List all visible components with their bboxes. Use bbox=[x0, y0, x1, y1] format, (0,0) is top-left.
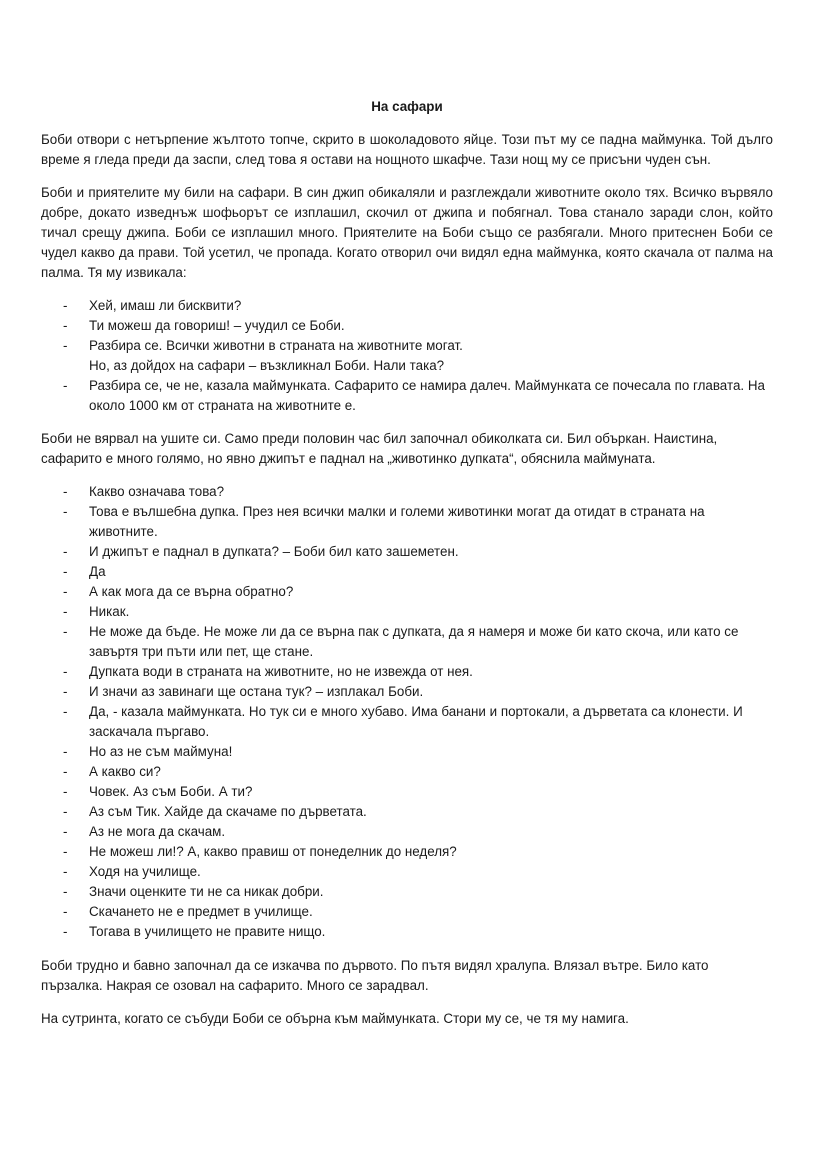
paragraph-confused: Боби не вярвал на ушите си. Само преди половин час бил започнал обиколката си. Бил объркан. Наистина, сафарито е много голямо, но явно джипът е паднал на „животинко дупката“, обяснила маймуната. bbox=[41, 431, 718, 466]
list-dash: - bbox=[63, 298, 68, 313]
dialog-text: Но, аз дойдох на сафари – възкликнал Боби. Нали така? bbox=[89, 358, 445, 373]
dialog-text: Не можеш ли!? А, какво правиш от понеделник до неделя? bbox=[89, 844, 457, 859]
list-dash: - bbox=[63, 684, 68, 699]
dialog-text: Да bbox=[89, 564, 106, 579]
dialog-line bbox=[41, 762, 773, 782]
dialog-text: Аз не мога да скачам. bbox=[89, 824, 226, 839]
dialog-text: Не може да бъде. Не може ли да се върна пак с дупката, да я намеря и може би като скоча, или като се завъртя три пъти или пет, ще стане. bbox=[89, 624, 739, 659]
list-dash: - bbox=[63, 764, 68, 779]
dialog-line bbox=[41, 902, 773, 922]
list-dash: - bbox=[63, 624, 68, 639]
dialog-text: Човек. Аз съм Боби. А ти? bbox=[89, 784, 253, 799]
dialog-line bbox=[41, 742, 773, 762]
list-dash: - bbox=[63, 864, 68, 879]
story-title: На сафари bbox=[371, 99, 443, 114]
dialog-line-continued bbox=[41, 356, 773, 376]
dialog-line bbox=[41, 562, 773, 582]
dialog-text: А как мога да се върна обратно? bbox=[89, 584, 294, 599]
document-body bbox=[41, 97, 773, 1042]
dialog-list-1 bbox=[41, 296, 773, 416]
paragraph-intro: Боби отвори с нетърпение жълтото топче, скрито в шоколадовото яйце. Този път му се падна маймунка. Той дълго време я гледа преди да заспи, след това я остави на нощното шкафче. Тази нощ му се присъни чуден сън. bbox=[41, 132, 773, 167]
dialog-line bbox=[41, 862, 773, 882]
dialog-line bbox=[41, 662, 773, 682]
list-dash: - bbox=[63, 544, 68, 559]
dialog-text: Хей, имаш ли бисквити? bbox=[89, 298, 242, 313]
dialog-text: И значи аз завинаги ще остана тук? – изплакал Боби. bbox=[89, 684, 424, 699]
dialog-line bbox=[41, 842, 773, 862]
dialog-text: Разбира се. Всички животни в страната на животните могат. bbox=[89, 338, 463, 353]
dialog-line bbox=[41, 682, 773, 702]
dialog-line bbox=[41, 702, 773, 742]
list-dash: - bbox=[63, 904, 68, 919]
dialog-line bbox=[41, 882, 773, 902]
dialog-line bbox=[41, 822, 773, 842]
dialog-list-2 bbox=[41, 482, 773, 942]
list-dash: - bbox=[63, 338, 68, 353]
dialog-text: Аз съм Тик. Хайде да скачаме по дърветата. bbox=[89, 804, 367, 819]
dialog-text: Но аз не съм маймуна! bbox=[89, 744, 233, 759]
dialog-text: Значи оценките ти не са никак добри. bbox=[89, 884, 324, 899]
dialog-line bbox=[41, 482, 773, 502]
paragraph-safari: Боби и приятелите му били на сафари. В син джип обикаляли и разглеждали животните около тях. Всичко вървяло добре, докато изведнъж шофьорът се изплашил, скочил от джипа и побягнал. Това станало заради слон, който тичал срещу джипа. Боби се изплашил много. Приятелите на Боби също се разбягали. Много притеснен Боби се чудел какво да прави. Той усетил, че пропада. Когато отворил очи видял една маймунка, която скачала от палма на палма. Тя му извикала: bbox=[41, 185, 773, 280]
list-dash: - bbox=[63, 844, 68, 859]
dialog-line bbox=[41, 316, 773, 336]
list-dash: - bbox=[63, 318, 68, 333]
dialog-line bbox=[41, 502, 773, 542]
list-dash: - bbox=[63, 664, 68, 679]
dialog-text: Никак. bbox=[89, 604, 130, 619]
list-dash: - bbox=[63, 884, 68, 899]
dialog-line bbox=[41, 542, 773, 562]
dialog-line bbox=[41, 622, 773, 662]
list-dash: - bbox=[63, 924, 68, 939]
list-dash: - bbox=[63, 484, 68, 499]
dialog-text: Това е вълшебна дупка. През нея всички малки и големи животинки могат да отидат в страната на животните. bbox=[89, 504, 705, 539]
dialog-text: А какво си? bbox=[89, 764, 161, 779]
dialog-line bbox=[41, 602, 773, 622]
dialog-text: Тогава в училището не правите нищо. bbox=[89, 924, 326, 939]
dialog-line bbox=[41, 582, 773, 602]
dialog-line bbox=[41, 296, 773, 316]
list-dash: - bbox=[63, 604, 68, 619]
dialog-text: Ти можеш да говориш! – учудил се Боби. bbox=[89, 318, 345, 333]
list-dash: - bbox=[63, 584, 68, 599]
dialog-text: И джипът е паднал в дупката? – Боби бил като зашеметен. bbox=[89, 544, 459, 559]
list-dash: - bbox=[63, 564, 68, 579]
paragraph-escape: Боби трудно и бавно започнал да се изкачва по дървото. По пътя видял хралупа. Влязал вътре. Било като пързалка. Накрая се озовал на сафарито. Много се зарадвал. bbox=[41, 958, 709, 993]
dialog-line bbox=[41, 802, 773, 822]
dialog-text: Ходя на училище. bbox=[89, 864, 201, 879]
dialog-text: Скачането не е предмет в училище. bbox=[89, 904, 313, 919]
dialog-line bbox=[41, 376, 773, 416]
dialog-text: Да, - казала маймунката. Но тук си е много хубаво. Има банани и портокали, а дърветата са клонести. И заскачала пъргаво. bbox=[89, 704, 743, 739]
dialog-text: Разбира се, че не, казала маймунката. Сафарито се намира далеч. Маймунката се почесала по главата. На около 1000 км от страната на животните е. bbox=[89, 378, 765, 413]
list-dash: - bbox=[63, 784, 68, 799]
dialog-line bbox=[41, 782, 773, 802]
list-dash: - bbox=[63, 804, 68, 819]
list-dash: - bbox=[63, 744, 68, 759]
dialog-text: Какво означава това? bbox=[89, 484, 225, 499]
dialog-line bbox=[41, 336, 773, 356]
dialog-line bbox=[41, 922, 773, 942]
list-dash: - bbox=[63, 378, 68, 393]
paragraph-ending: На сутринта, когато се събуди Боби се обърна към маймунката. Стори му се, че тя му намига. bbox=[41, 1011, 629, 1026]
list-dash: - bbox=[63, 824, 68, 839]
list-dash: - bbox=[63, 504, 68, 519]
list-dash: - bbox=[63, 704, 68, 719]
dialog-text: Дупката води в страната на животните, но не извежда от нея. bbox=[89, 664, 473, 679]
